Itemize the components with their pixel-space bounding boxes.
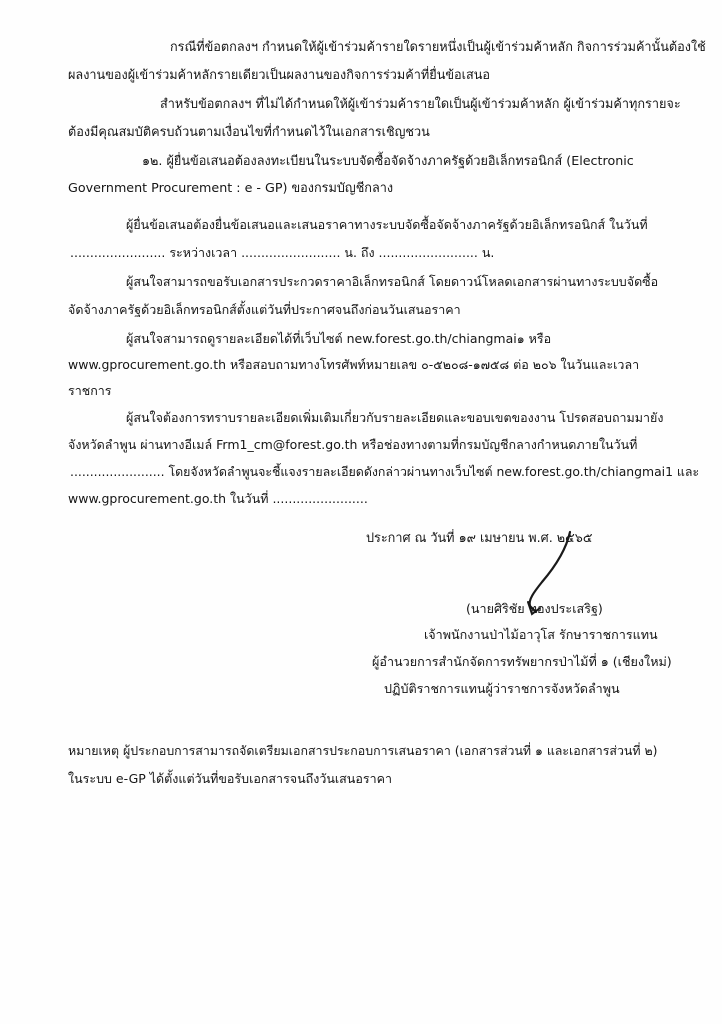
announce-date: ประกาศ ณ วันที่ ๑๙ เมษายน พ.ศ. ๒๕๖๕ [366,530,593,545]
para-website-line3: ราชการ [68,383,112,398]
para-website-line2: www.gprocurement.go.th หรือสอบถามทางโทรศัพท์หมายเลข ๐-๕๒๐๘-๑๗๕๘ ต่อ ๒๐๖ ในวันและเวลา [68,357,640,372]
para-joint-venture-line2: ผลงานของผู้เข้าร่วมค้าหลักรายเดียวเป็นผลงานของกิจการร่วมค้าที่ยื่นข้อเสนอ [68,67,491,82]
para-website-line1: ผู้สนใจสามารถดูรายละเอียดได้ที่เว็บไซต์ new.forest.go.th/chiangmai๑ หรือ [126,331,552,346]
para-no-lead-line1: สำหรับข้อตกลงฯ ที่ไม่ได้กำหนดให้ผู้เข้าร่วมค้ารายใดเป็นผู้เข้าร่วมค้าหลัก ผู้เข้าร่วมค้าทุกรายจะ [160,96,681,111]
para-no-lead-line2: ต้องมีคุณสมบัติครบถ้วนตามเงื่อนไขที่กำหนดไว้ในเอกสารเชิญชวน [68,124,430,139]
para-inquiry-line1: ผู้สนใจต้องการทราบรายละเอียดเพิ่มเติมเกี่ยวกับรายละเอียดและขอบเขตของงาน โปรดสอบถามมายัง [126,410,664,425]
para-submit-line1: ผู้ยื่นข้อเสนอต้องยื่นข้อเสนอและเสนอราคาทางระบบจัดซื้อจัดจ้างภาครัฐด้วยอิเล็กทรอนิกส์ ในวันที่ [126,217,648,232]
clause-12-line1: ๑๒. ผู้ยื่นข้อเสนอต้องลงทะเบียนในระบบจัดซื้อจัดจ้างภาครัฐด้วยอิเล็กทรอนิกส์ (Electronic [142,153,634,168]
clause-12-line2: Government Procurement : e - GP) ของกรมบัญชีกลาง [68,180,394,195]
para-download-line2: จัดจ้างภาครัฐด้วยอิเล็กทรอนิกส์ตั้งแต่วันที่ประกาศจนถึงก่อนวันเสนอราคา [68,302,461,317]
para-inquiry-line2: จังหวัดลำพูน ผ่านทางอีเมล์ Frm1_cm@forest.go.th หรือช่องทางตามที่กรมบัญชีกลางกำหนดภายในวันที่ [68,437,638,452]
para-download-line1: ผู้สนใจสามารถขอรับเอกสารประกวดราคาอิเล็กทรอนิกส์ โดยดาวน์โหลดเอกสารผ่านทางระบบจัดซื้อ [126,274,659,289]
remark-line2: ในระบบ e-GP ได้ตั้งแต่วันที่ขอรับเอกสารจนถึงวันเสนอราคา [68,771,392,786]
para-inquiry-line3: ........................ โดยจังหวัดลำพูนจะชี้แจงรายละเอียดดังกล่าวผ่านทางเว็บไซต์ new.forest.go.th/chiangmai1 และ [70,464,700,479]
signatory-title-2: ผู้อำนวยการสำนักจัดการทรัพยากรป่าไม้ที่ ๑ (เชียงใหม่) [372,654,672,669]
para-inquiry-line4: www.gprocurement.go.th ในวันที่ ........................ [68,491,368,506]
signatory-title-1: เจ้าพนักงานป่าไม้อาวุโส รักษาราชการแทน [424,627,658,642]
para-submit-line2: ........................ ระหว่างเวลา ......................... น. ถึง ......................... น. [70,245,495,260]
signatory-title-3: ปฏิบัติราชการแทนผู้ว่าราชการจังหวัดลำพูน [384,681,620,696]
remark-line1: หมายเหตุ ผู้ประกอบการสามารถจัดเตรียมเอกสารประกอบการเสนอราคา (เอกสารส่วนที่ ๑ และเอกสารส่วนที่ ๒) [68,743,658,758]
signatory-name: (นายศิริชัย ทองประเสริฐ) [466,601,603,616]
para-joint-venture-line1: กรณีที่ข้อตกลงฯ กำหนดให้ผู้เข้าร่วมค้ารายใดรายหนึ่งเป็นผู้เข้าร่วมค้าหลัก กิจการร่วมค้านั้นต้องใช้ [170,39,706,54]
